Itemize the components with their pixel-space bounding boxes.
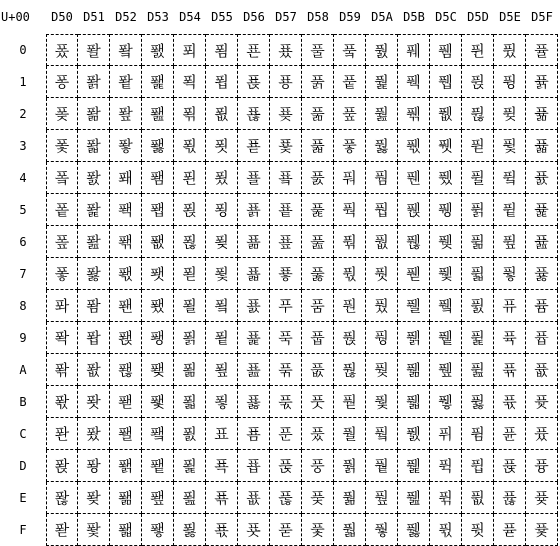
glyph-cell: 퓇 <box>430 258 462 290</box>
glyph-cell: 퐆 <box>46 226 78 258</box>
glyph-cell: 퓰 <box>526 34 558 66</box>
glyph-cell: 푬 <box>238 418 270 450</box>
glyph-cell: 퓳 <box>526 130 558 162</box>
glyph-cell: 퐚 <box>78 354 110 386</box>
glyph-cell: 퐵 <box>142 194 174 226</box>
glyph-cell: 풞 <box>334 482 366 514</box>
glyph-cell: 퓻 <box>526 386 558 418</box>
glyph-cell: 푻 <box>270 386 302 418</box>
glyph-cell: 퓐 <box>462 34 494 66</box>
glyph-cell: 퐃 <box>46 130 78 162</box>
glyph-cell: 풧 <box>366 258 398 290</box>
glyph-cell: 퐾 <box>142 482 174 514</box>
glyph-cell: 퓄 <box>430 162 462 194</box>
glyph-cell: 퐕 <box>78 194 110 226</box>
glyph-cell: 푝 <box>206 450 238 482</box>
glyph-cell: 푰 <box>270 34 302 66</box>
glyph-cell: 퓔 <box>462 162 494 194</box>
glyph-cell: 퓛 <box>462 386 494 418</box>
glyph-cell: 푶 <box>270 226 302 258</box>
glyph-cell: 퐉 <box>46 322 78 354</box>
glyph-cell: 풔 <box>334 162 366 194</box>
glyph-cell: 퓺 <box>526 354 558 386</box>
glyph-cell: 퓂 <box>430 98 462 130</box>
glyph-cell: 퓗 <box>462 258 494 290</box>
glyph-cell: 풮 <box>366 482 398 514</box>
glyph-cell: 퐧 <box>110 258 142 290</box>
glyph-cell: 푒 <box>206 98 238 130</box>
glyph-cell: 풟 <box>334 514 366 546</box>
glyph-cell: 퐁 <box>46 66 78 98</box>
glyph-cell: 푀 <box>174 34 206 66</box>
glyph-cell: 퓜 <box>462 418 494 450</box>
glyph-cell: 퓴 <box>526 162 558 194</box>
glyph-cell: 푹 <box>270 322 302 354</box>
glyph-cell: 풑 <box>334 66 366 98</box>
glyph-cell: 표 <box>206 418 238 450</box>
glyph-cell: 퓩 <box>494 322 526 354</box>
glyph-cell: 풷 <box>398 258 430 290</box>
glyph-cell: 푏 <box>174 514 206 546</box>
glyph-cell: 풚 <box>334 354 366 386</box>
glyph-cell: 퐼 <box>142 418 174 450</box>
glyph-cell: 퐣 <box>110 130 142 162</box>
glyph-cell: 풳 <box>398 130 430 162</box>
row-header: 2 <box>19 107 27 121</box>
glyph-cell: 풽 <box>398 450 430 482</box>
glyph-cell: 퓈 <box>430 290 462 322</box>
glyph-cell: 푨 <box>238 290 270 322</box>
glyph-cell: 푸 <box>270 290 302 322</box>
glyph-cell: 풹 <box>398 322 430 354</box>
row-header: F <box>19 523 27 537</box>
glyph-cell: 퓅 <box>430 194 462 226</box>
glyph-cell: 퓸 <box>526 290 558 322</box>
glyph-cell: 풌 <box>302 418 334 450</box>
glyph-cell: 퐻 <box>142 386 174 418</box>
glyph-cell: 푮 <box>238 482 270 514</box>
glyph-cell: 퐺 <box>142 354 174 386</box>
glyph-cell: 풣 <box>366 130 398 162</box>
glyph-cell: 퓟 <box>462 514 494 546</box>
row-header: 8 <box>19 299 27 313</box>
glyph-cell: 퐲 <box>142 98 174 130</box>
glyph-cell: 푓 <box>206 130 238 162</box>
glyph-cell: 퓎 <box>430 482 462 514</box>
glyph-cell: 퐰 <box>142 34 174 66</box>
glyph-cell: 푫 <box>238 386 270 418</box>
glyph-cell: 푼 <box>270 418 302 450</box>
glyph-cell: 풆 <box>302 226 334 258</box>
glyph-cell: 푊 <box>174 354 206 386</box>
glyph-cell: 푳 <box>270 130 302 162</box>
glyph-cell: 풵 <box>398 194 430 226</box>
glyph-cell: 풡 <box>366 66 398 98</box>
glyph-cell: 퓝 <box>462 450 494 482</box>
glyph-cell: 푑 <box>206 66 238 98</box>
glyph-cell: 풅 <box>302 194 334 226</box>
glyph-cell: 퓍 <box>430 450 462 482</box>
glyph-cell: 퓮 <box>494 482 526 514</box>
glyph-cell: 퐥 <box>110 194 142 226</box>
glyph-cell: 퓭 <box>494 450 526 482</box>
glyph-cell: 푤 <box>238 162 270 194</box>
row-header: 3 <box>19 139 27 153</box>
glyph-cell: 퐓 <box>78 130 110 162</box>
glyph-cell: 풴 <box>398 162 430 194</box>
row-header: 7 <box>19 267 27 281</box>
glyph-cell: 퐂 <box>46 98 78 130</box>
glyph-cell: 풉 <box>302 322 334 354</box>
glyph-cell: 푅 <box>174 194 206 226</box>
glyph-cell: 푢 <box>238 98 270 130</box>
glyph-cell: 푙 <box>206 322 238 354</box>
glyph-cell: 퓣 <box>494 130 526 162</box>
glyph-cell: 풱 <box>398 66 430 98</box>
glyph-cell: 퐳 <box>142 130 174 162</box>
glyph-cell: 푕 <box>206 194 238 226</box>
glyph-cell: 풕 <box>334 194 366 226</box>
glyph-cell: 퓡 <box>494 66 526 98</box>
glyph-cell: 퓵 <box>526 194 558 226</box>
glyph-cell: 풯 <box>366 514 398 546</box>
glyph-cell: 풓 <box>334 130 366 162</box>
column-header: D5A <box>371 10 393 24</box>
glyph-cell: 퓬 <box>494 418 526 450</box>
glyph-cell: 푵 <box>270 194 302 226</box>
glyph-cell: 퓢 <box>494 98 526 130</box>
row-header: D <box>19 459 27 473</box>
glyph-cell: 푌 <box>174 418 206 450</box>
glyph-cell: 풠 <box>366 34 398 66</box>
column-header: D58 <box>307 10 329 24</box>
glyph-cell: 퐶 <box>142 226 174 258</box>
glyph-cell: 품 <box>302 290 334 322</box>
glyph-cell: 푧 <box>238 258 270 290</box>
glyph-cell: 풊 <box>302 354 334 386</box>
column-header: D51 <box>83 10 105 24</box>
column-header: D52 <box>115 10 137 24</box>
glyph-cell: 푁 <box>174 66 206 98</box>
glyph-cell: 풪 <box>366 354 398 386</box>
glyph-cell: 푱 <box>270 66 302 98</box>
glyph-cell: 퓦 <box>494 226 526 258</box>
glyph-cell: 퐱 <box>142 66 174 98</box>
glyph-cell: 풥 <box>366 194 398 226</box>
column-header: D56 <box>243 10 265 24</box>
glyph-cell: 퐔 <box>78 162 110 194</box>
glyph-cell: 풼 <box>398 418 430 450</box>
glyph-cell: 퐊 <box>46 354 78 386</box>
glyph-cell: 풂 <box>302 98 334 130</box>
glyph-cell: 퐠 <box>110 34 142 66</box>
glyph-cell: 풦 <box>366 226 398 258</box>
glyph-cell: 풐 <box>334 34 366 66</box>
column-header: D50 <box>51 10 73 24</box>
glyph-cell: 풢 <box>366 98 398 130</box>
glyph-cell: 퐌 <box>46 418 78 450</box>
glyph-cell: 퓁 <box>430 66 462 98</box>
glyph-cell: 퓉 <box>430 322 462 354</box>
glyph-cell: 퐽 <box>142 450 174 482</box>
glyph-cell: 푃 <box>174 130 206 162</box>
glyph-cell: 퐷 <box>142 258 174 290</box>
glyph-cell: 풖 <box>334 226 366 258</box>
glyph-cell: 푇 <box>174 258 206 290</box>
glyph-cell: 푺 <box>270 354 302 386</box>
glyph-cell: 푎 <box>174 482 206 514</box>
glyph-cell: 푈 <box>174 290 206 322</box>
glyph-cell: 풎 <box>302 482 334 514</box>
glyph-cell: 풁 <box>302 66 334 98</box>
glyph-cell: 푍 <box>174 450 206 482</box>
glyph-cell: 퓹 <box>526 322 558 354</box>
glyph-cell: 퐎 <box>46 482 78 514</box>
column-header: D5F <box>531 10 553 24</box>
glyph-cell: 퐑 <box>78 66 110 98</box>
glyph-cell: 푖 <box>206 226 238 258</box>
glyph-cell: 푔 <box>206 162 238 194</box>
glyph-cell: 퐩 <box>110 322 142 354</box>
glyph-cell: 푽 <box>270 450 302 482</box>
glyph-cell: 풲 <box>398 98 430 130</box>
glyph-cell: 푭 <box>238 450 270 482</box>
glyph-cell: 퓙 <box>462 322 494 354</box>
row-header: 5 <box>19 203 27 217</box>
glyph-cell: 풗 <box>334 258 366 290</box>
row-header: C <box>19 427 27 441</box>
glyph-cell: 풰 <box>398 34 430 66</box>
glyph-cell: 풙 <box>334 322 366 354</box>
column-header: D53 <box>147 10 169 24</box>
glyph-cell: 풾 <box>398 482 430 514</box>
glyph-cell: 푞 <box>206 482 238 514</box>
glyph-cell: 퓼 <box>526 418 558 450</box>
glyph-cell: 퓞 <box>462 482 494 514</box>
glyph-cell: 풶 <box>398 226 430 258</box>
glyph-cell: 퓤 <box>494 162 526 194</box>
glyph-cell: 풃 <box>302 130 334 162</box>
glyph-cell: 퓊 <box>430 354 462 386</box>
glyph-cell: 퓧 <box>494 258 526 290</box>
glyph-cell: 풬 <box>366 418 398 450</box>
glyph-cell: 퓘 <box>462 290 494 322</box>
glyph-cell: 퓥 <box>494 194 526 226</box>
glyph-cell: 퓌 <box>430 418 462 450</box>
glyph-cell: 푥 <box>238 194 270 226</box>
glyph-cell: 풏 <box>302 514 334 546</box>
column-header: D5C <box>435 10 457 24</box>
glyph-cell: 푪 <box>238 354 270 386</box>
column-header: D5D <box>467 10 489 24</box>
glyph-cell: 풫 <box>366 386 398 418</box>
glyph-cell: 풻 <box>398 386 430 418</box>
glyph-cell: 푴 <box>270 162 302 194</box>
glyph-cell: 퐙 <box>78 322 110 354</box>
row-header: E <box>19 491 27 505</box>
glyph-cell: 풛 <box>334 386 366 418</box>
glyph-cell: 푘 <box>206 290 238 322</box>
glyph-cell: 퐫 <box>110 386 142 418</box>
glyph-cell: 푛 <box>206 386 238 418</box>
glyph-cell: 푷 <box>270 258 302 290</box>
glyph-cell: 퐸 <box>142 290 174 322</box>
glyph-cell: 푄 <box>174 162 206 194</box>
glyph-cell: 퐞 <box>78 482 110 514</box>
glyph-cell: 퓃 <box>430 130 462 162</box>
glyph-cell: 퐇 <box>46 258 78 290</box>
row-header: 6 <box>19 235 27 249</box>
glyph-cell: 풩 <box>366 322 398 354</box>
glyph-cell: 퐮 <box>110 482 142 514</box>
corner-label: U+00 <box>1 10 30 24</box>
glyph-cell: 퓾 <box>526 482 558 514</box>
glyph-cell: 퐋 <box>46 386 78 418</box>
glyph-cell: 퐤 <box>110 162 142 194</box>
glyph-cell: 퓕 <box>462 194 494 226</box>
glyph-cell: 퓏 <box>430 514 462 546</box>
glyph-cell: 풝 <box>334 450 366 482</box>
column-header: D59 <box>339 10 361 24</box>
glyph-cell: 퐈 <box>46 290 78 322</box>
column-header: D5E <box>499 10 521 24</box>
glyph-cell: 퐍 <box>46 450 78 482</box>
glyph-cell: 푣 <box>238 130 270 162</box>
glyph-cell: 퐬 <box>110 418 142 450</box>
glyph-cell: 퐛 <box>78 386 110 418</box>
glyph-cell: 풘 <box>334 290 366 322</box>
row-header: 1 <box>19 75 27 89</box>
glyph-cell: 퓀 <box>430 34 462 66</box>
glyph-cell: 퓯 <box>494 514 526 546</box>
glyph-cell: 풿 <box>398 514 430 546</box>
glyph-cell: 퐜 <box>78 418 110 450</box>
row-header: 4 <box>19 171 27 185</box>
glyph-cell: 퐗 <box>78 258 110 290</box>
glyph-cell: 푡 <box>238 66 270 98</box>
glyph-cell: 푩 <box>238 322 270 354</box>
glyph-cell: 퓠 <box>494 34 526 66</box>
glyph-cell: 퓋 <box>430 386 462 418</box>
glyph-cell: 퓑 <box>462 66 494 98</box>
glyph-cell: 풨 <box>366 290 398 322</box>
glyph-cell: 퐅 <box>46 194 78 226</box>
glyph-cell: 퓪 <box>494 354 526 386</box>
glyph-cell: 푟 <box>206 514 238 546</box>
glyph-cell: 푂 <box>174 98 206 130</box>
glyph-cell: 퓶 <box>526 226 558 258</box>
glyph-cell: 퓷 <box>526 258 558 290</box>
row-header: B <box>19 395 27 409</box>
glyph-cell: 푯 <box>238 514 270 546</box>
glyph-cell: 퐐 <box>78 34 110 66</box>
column-header: D5B <box>403 10 425 24</box>
glyph-cell: 퓲 <box>526 98 558 130</box>
row-header: 9 <box>19 331 27 345</box>
glyph-cell: 퓫 <box>494 386 526 418</box>
glyph-cell: 퐭 <box>110 450 142 482</box>
glyph-cell: 퐒 <box>78 98 110 130</box>
glyph-cell: 퐘 <box>78 290 110 322</box>
glyph-cell: 풺 <box>398 354 430 386</box>
glyph-cell: 퐖 <box>78 226 110 258</box>
glyph-cell: 퓿 <box>526 514 558 546</box>
glyph-cell: 풒 <box>334 98 366 130</box>
glyph-cell: 퐨 <box>110 290 142 322</box>
glyph-cell: 퐀 <box>46 34 78 66</box>
column-header: D57 <box>275 10 297 24</box>
glyph-cell: 풋 <box>302 386 334 418</box>
glyph-cell: 푗 <box>206 258 238 290</box>
glyph-cell: 푲 <box>270 98 302 130</box>
glyph-cell: 풄 <box>302 162 334 194</box>
glyph-cell: 퓖 <box>462 226 494 258</box>
glyph-cell: 퓨 <box>494 290 526 322</box>
glyph-cell: 퓆 <box>430 226 462 258</box>
glyph-cell: 퓱 <box>526 66 558 98</box>
glyph-cell: 푿 <box>270 514 302 546</box>
glyph-cell: 풀 <box>302 34 334 66</box>
column-header: D55 <box>211 10 233 24</box>
glyph-cell: 퓚 <box>462 354 494 386</box>
glyph-cell: 퐢 <box>110 98 142 130</box>
glyph-cell: 퐹 <box>142 322 174 354</box>
glyph-cell: 푆 <box>174 226 206 258</box>
glyph-cell: 풸 <box>398 290 430 322</box>
glyph-cell: 퐡 <box>110 66 142 98</box>
glyph-cell: 퐏 <box>46 514 78 546</box>
glyph-cell: 퐴 <box>142 162 174 194</box>
glyph-cell: 퐟 <box>78 514 110 546</box>
glyph-cell: 푾 <box>270 482 302 514</box>
glyph-cell: 퐪 <box>110 354 142 386</box>
glyph-cell: 퓒 <box>462 98 494 130</box>
glyph-cell: 푐 <box>206 34 238 66</box>
glyph-cell: 풜 <box>334 418 366 450</box>
glyph-cell: 퓓 <box>462 130 494 162</box>
row-header: A <box>19 363 27 377</box>
glyph-cell: 푉 <box>174 322 206 354</box>
glyph-cell: 풤 <box>366 162 398 194</box>
glyph-cell: 퐦 <box>110 226 142 258</box>
glyph-cell: 풭 <box>366 450 398 482</box>
glyph-cell: 퐝 <box>78 450 110 482</box>
glyph-cell: 퐯 <box>110 514 142 546</box>
row-header: 0 <box>19 43 27 57</box>
glyph-cell: 푠 <box>238 34 270 66</box>
glyph-cell: 푚 <box>206 354 238 386</box>
glyph-cell: 푋 <box>174 386 206 418</box>
glyph-cell: 풍 <box>302 450 334 482</box>
glyph-cell: 퐄 <box>46 162 78 194</box>
glyph-cell: 푦 <box>238 226 270 258</box>
glyph-cell: 퐿 <box>142 514 174 546</box>
glyph-cell: 퓽 <box>526 450 558 482</box>
glyph-cell: 풇 <box>302 258 334 290</box>
column-header: D54 <box>179 10 201 24</box>
